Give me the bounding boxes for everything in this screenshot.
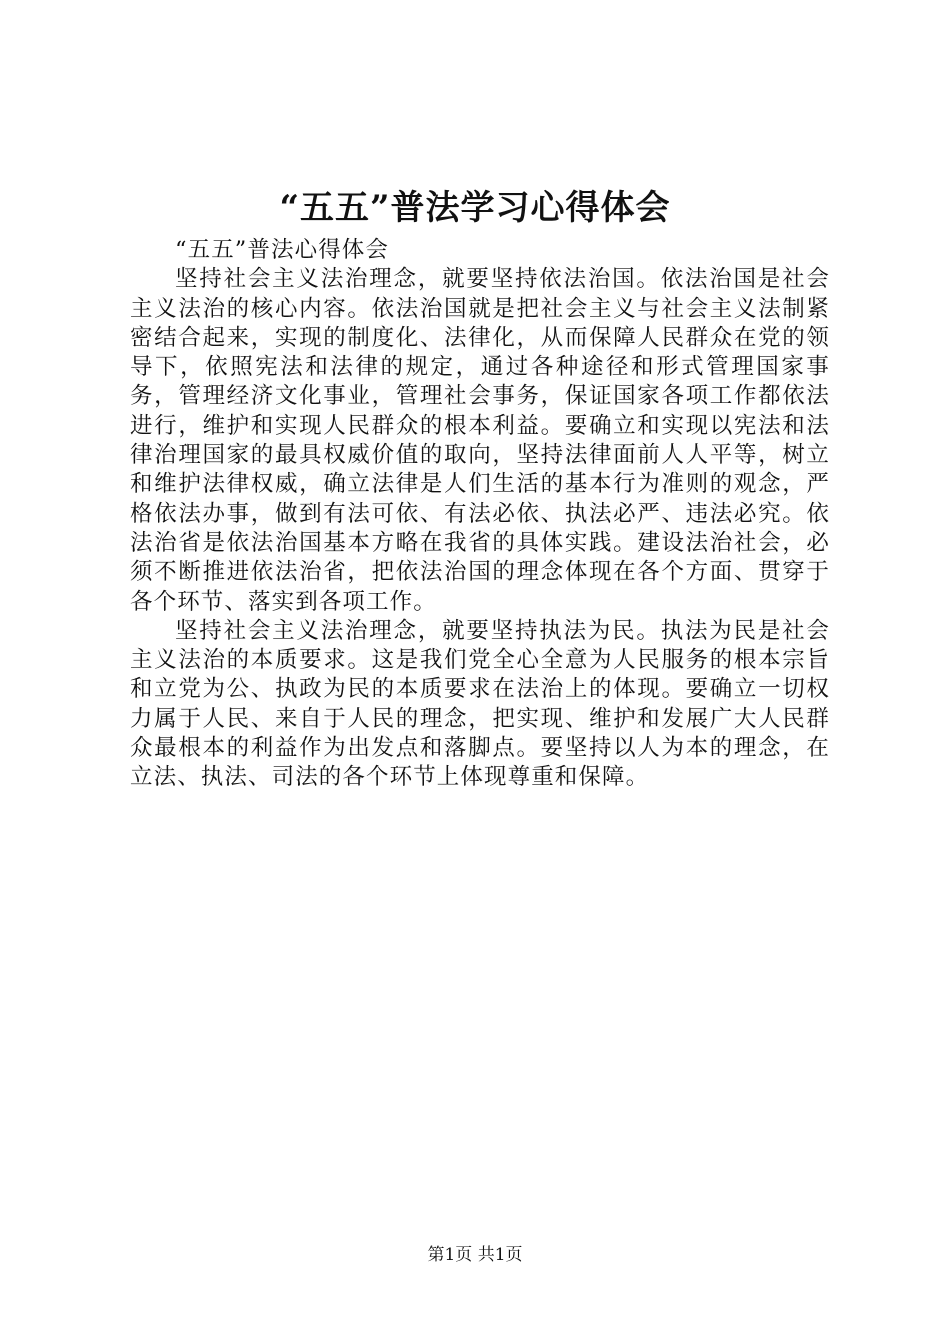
document-subtitle: “五五”普法心得体会 (175, 237, 390, 263)
document-title: “五五”普法学习心得体会 (279, 188, 671, 228)
body-paragraph-2: 坚持社会主义法治理念，就要坚持执法为民。执法为民是社会主义法治的本质要求。这是我们党全心全意为人民服务的根本宗旨和立党为公、执政为民的本质要求在法治上的体现。要确立一切权力属于人民、来自于人民的理念，把实现、维护和发展广大人民群众最根本的利益作为出发点和落脚点。要坚持以人为本的理念，在立法、执法、司法的各个环节上体现尊重和保障。 (130, 617, 830, 791)
page-footer: 第1页 共1页 (427, 1245, 523, 1265)
body-paragraph-1: 坚持社会主义法治理念，就要坚持依法治国。依法治国是社会主义法治的核心内容。依法治国就是把社会主义与社会主义法制紧密结合起来，实现的制度化、法律化，从而保障人民群众在党的领导下，依照宪法和法律的规定，通过各种途径和形式管理国家事务，管理经济文化事业，管理社会事务，保证国家各项工作都依法进行，维护和实现人民群众的根本利益。要确立和实现以宪法和法律治理国家的最具权威价值的取向，坚持法律面前人人平等，树立和维护法律权威，确立法律是人们生活的基本行为准则的观念，严格依法办事，做到有法可依、有法必依、执法必严、违法必究。依法治省是依法治国基本方略在我省的具体实践。建设法治社会，必须不断推进依法治省，把依法治国的理念体现在各个方面、贯穿于各个环节、落实到各项工作。 (130, 266, 830, 615)
document-body (130, 236, 830, 793)
